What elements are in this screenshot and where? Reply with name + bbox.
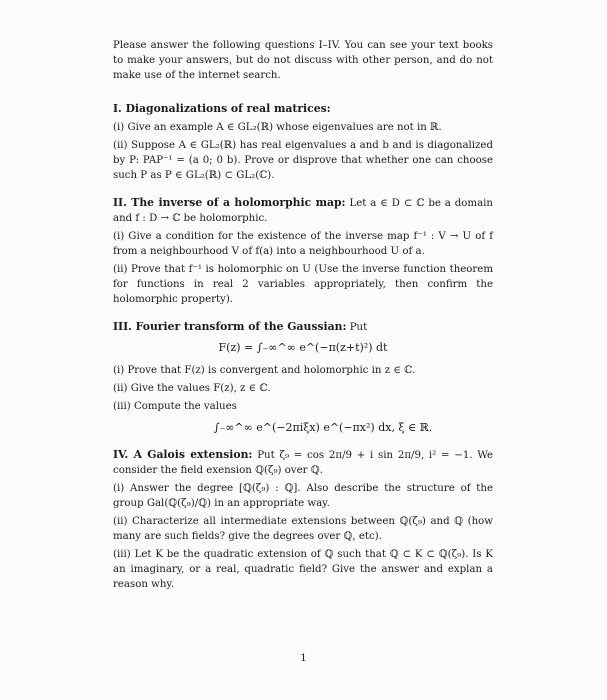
section-2-title-rest: Let a ∈ D ⊂ ℂ be a domain and f : D → ℂ be holomorphic. xyxy=(113,198,493,224)
section-3-title: III. Fourier transform of the Gaussian: xyxy=(113,320,347,333)
section-1-title: I. Diagonalizations of real matrices: xyxy=(113,102,331,115)
section-4-item-1: (i) Answer the degree [ℚ(ζ₉) : ℚ]. Also describe the structure of the group Gal(ℚ(ζ₉)/ℚ) in an appropriate way. xyxy=(113,483,493,509)
page-number: 1 xyxy=(300,653,307,664)
formula-gaussian-integral: F(z) = ∫₋∞^∞ e^(−π(z+t)²) dt xyxy=(218,341,388,354)
section-1 xyxy=(113,101,493,183)
section-3 xyxy=(113,319,493,435)
section-3-item-1: (i) Prove that F(z) is convergent and holomorphic in z ∈ ℂ. xyxy=(113,365,416,376)
section-2-title: II. The inverse of a holomorphic map: xyxy=(113,196,346,209)
section-1-item-1: (i) Give an example A ∈ GL₂(ℝ) whose eigenvalues are not in ℝ. xyxy=(113,122,442,133)
section-2 xyxy=(113,195,493,307)
section-4-item-2: (ii) Characterize all intermediate extensions between ℚ(ζ₉) and ℚ (how many are such fields? give the degrees over ℚ, etc). xyxy=(113,516,493,542)
section-2-item-2: (ii) Prove that f⁻¹ is holomorphic on U (Use the inverse function theorem for functions in real 2 variables appropriately, then confirm the holomorphic property). xyxy=(113,264,493,305)
section-2-item-1: (i) Give a condition for the existence of the inverse map f⁻¹ : V → U of f from a neighbourhood V of f(a) into a neighbourhood U of a. xyxy=(113,231,493,257)
section-4-item-3: (iii) Let K be the quadratic extension of ℚ such that ℚ ⊂ K ⊂ ℚ(ζ₉). Is K an imaginary, or a real, quadratic field? Give the answer and explan a reason why. xyxy=(113,549,493,590)
section-1-item-2: (ii) Suppose A ∈ GL₂(ℝ) has real eigenvalues a and b and is diagonalized by P: PAP⁻¹ = (a 0; 0 b). Prove or disprove that whether one can choose such P as P ∈ GL₂(ℝ) ⊂ GL₂(ℂ). xyxy=(113,140,493,181)
section-3-item-3: (iii) Compute the values xyxy=(113,401,237,412)
formula-fourier-integral: ∫₋∞^∞ e^(−2πiξx) e^(−πx²) dx, ξ ∈ ℝ. xyxy=(213,421,433,434)
intro-paragraph: Please answer the following questions I–IV. You can see your text books to make your answers, but do not discuss with other person, and do not make use of the internet search. xyxy=(113,40,493,81)
section-4-title: IV. A Galois extension: xyxy=(113,448,253,461)
section-3-item-2: (ii) Give the values F(z), z ∈ ℂ. xyxy=(113,383,271,394)
section-3-title-rest: Put xyxy=(349,322,368,333)
page-content xyxy=(113,38,493,604)
section-4 xyxy=(113,447,493,592)
section-4-title-rest: Put ζ₉ = cos 2π/9 + i sin 2π/9, i² = −1. We consider the field exension ℚ(ζ₉) over ℚ. xyxy=(113,450,493,476)
